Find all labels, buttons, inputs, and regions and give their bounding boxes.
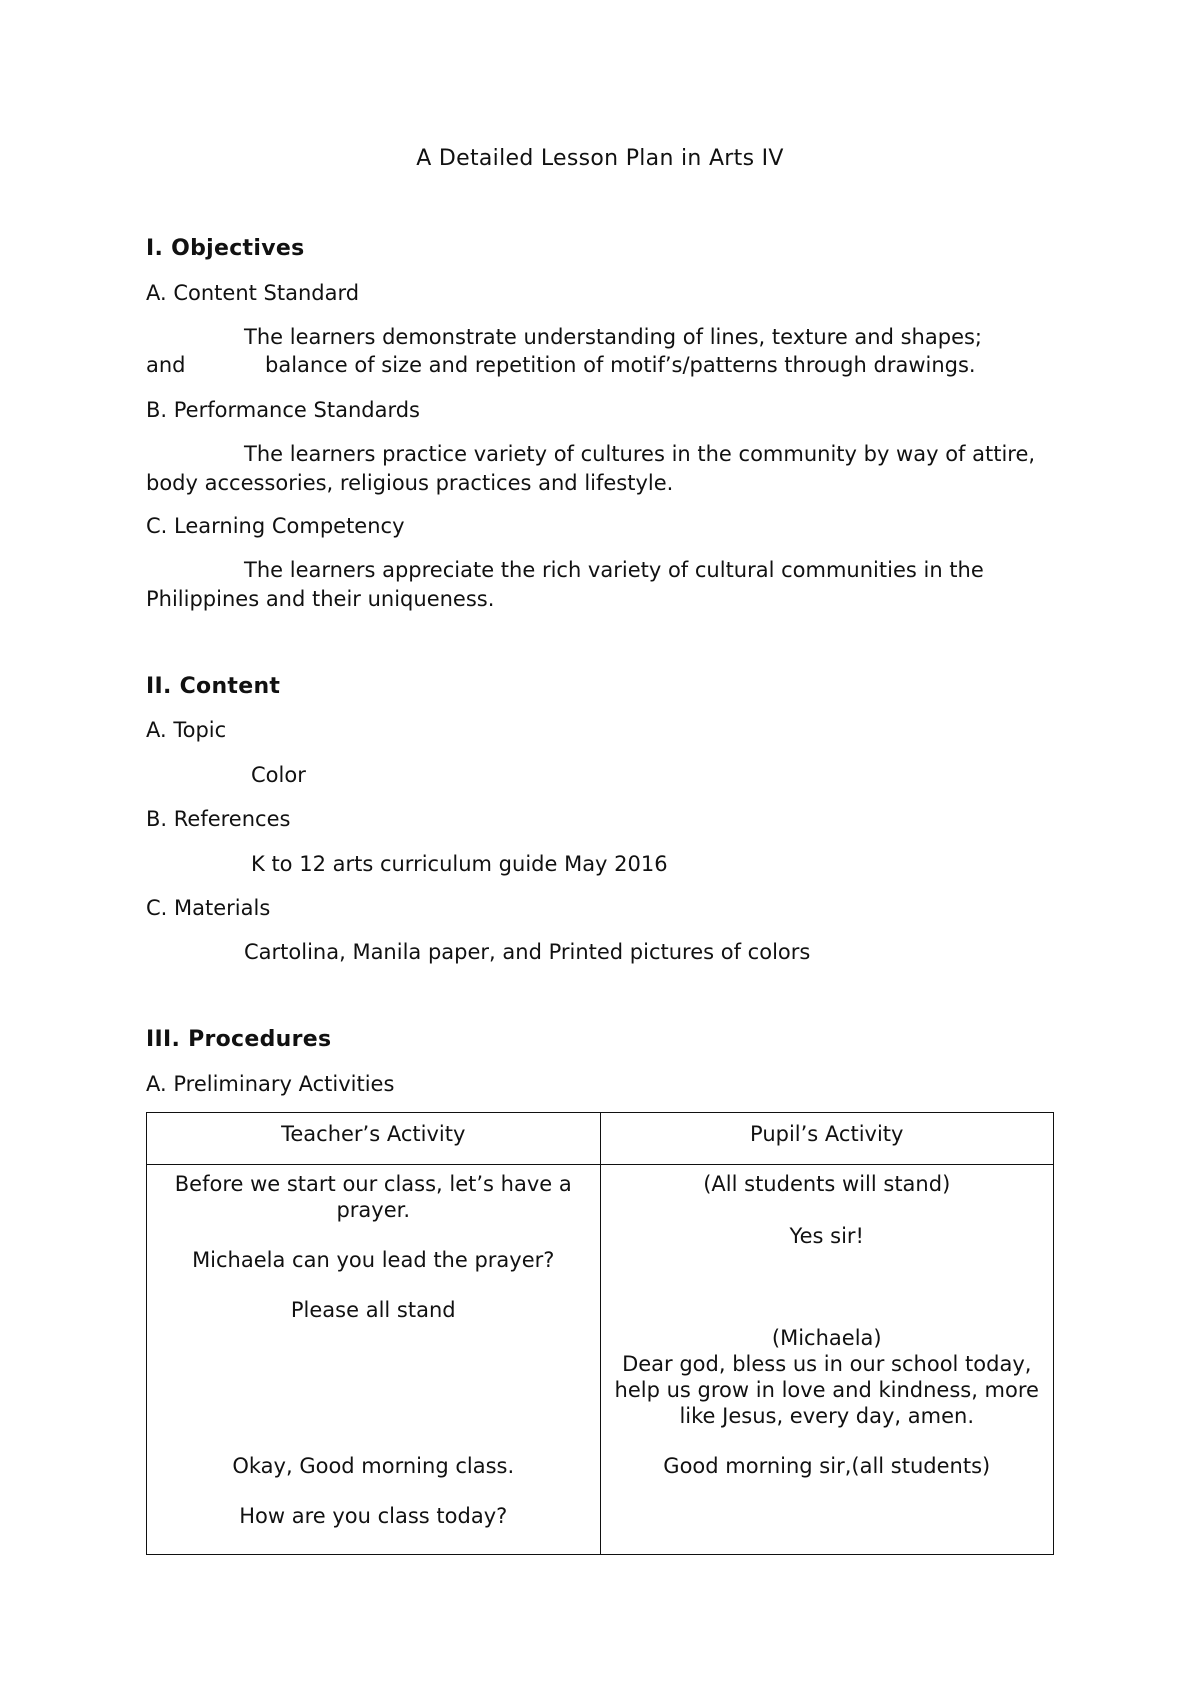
performance-standards-text: The learners practice variety of cultures in the community by way of attire, body accessories, religious practices and lifestyle. — [146, 442, 1036, 495]
materials-label: C. Materials — [146, 896, 271, 920]
references-label: B. References — [146, 807, 291, 831]
pupil-line-good-morning: Good morning sir,(all students) — [663, 1454, 991, 1478]
teacher-line-prayer: Before we start our class, let’s have a prayer. — [174, 1172, 572, 1222]
learning-competency-text: The learners appreciate the rich variety of cultural communities in the Philippines and their uniqueness. — [146, 558, 984, 611]
topic-value: Color — [251, 763, 306, 787]
learning-competency-label: C. Learning Competency — [146, 514, 405, 538]
teacher-activity-cell — [147, 1165, 601, 1555]
teacher-activity-header: Teacher’s Activity — [147, 1113, 601, 1165]
pupil-line-yes-sir: Yes sir! — [789, 1224, 864, 1248]
content-standard-line1: The learners demonstrate understanding of lines, texture and shapes; — [244, 325, 983, 349]
content-standard-label: A. Content Standard — [146, 281, 360, 305]
pupil-activity-header: Pupil’s Activity — [600, 1113, 1054, 1165]
teacher-line-lead-prayer: Michaela can you lead the prayer? — [192, 1248, 555, 1272]
content-standard-and: and — [146, 353, 186, 377]
pupil-activity-cell — [600, 1165, 1054, 1555]
pupil-line-prayer-text: Dear god, bless us in our school today, help us grow in love and kindness, more like Jesus, every day, amen. — [614, 1352, 1039, 1428]
references-value: K to 12 arts curriculum guide May 2016 — [251, 852, 668, 876]
teacher-line-how-are-you: How are you class today? — [239, 1504, 508, 1528]
content-heading: II. Content — [146, 674, 281, 699]
topic-label: A. Topic — [146, 718, 227, 742]
performance-standards-label: B. Performance Standards — [146, 398, 420, 422]
table-header-row — [147, 1113, 1054, 1165]
table-row — [147, 1165, 1054, 1555]
pupil-line-michaela: (Michaela) — [771, 1326, 882, 1350]
document-title: A Detailed Lesson Plan in Arts IV — [416, 146, 784, 171]
objectives-heading: I. Objectives — [146, 236, 305, 261]
activities-table — [146, 1112, 1054, 1555]
content-standard-line2: balance of size and repetition of motif’s/patterns through drawings. — [265, 353, 976, 377]
preliminary-activities-label: A. Preliminary Activities — [146, 1072, 395, 1096]
procedures-heading: III. Procedures — [146, 1027, 332, 1052]
materials-value: Cartolina, Manila paper, and Printed pictures of colors — [244, 940, 811, 964]
teacher-line-stand: Please all stand — [290, 1298, 456, 1322]
pupil-line-stand: (All students will stand) — [703, 1172, 951, 1196]
teacher-line-good-morning: Okay, Good morning class. — [232, 1454, 515, 1478]
